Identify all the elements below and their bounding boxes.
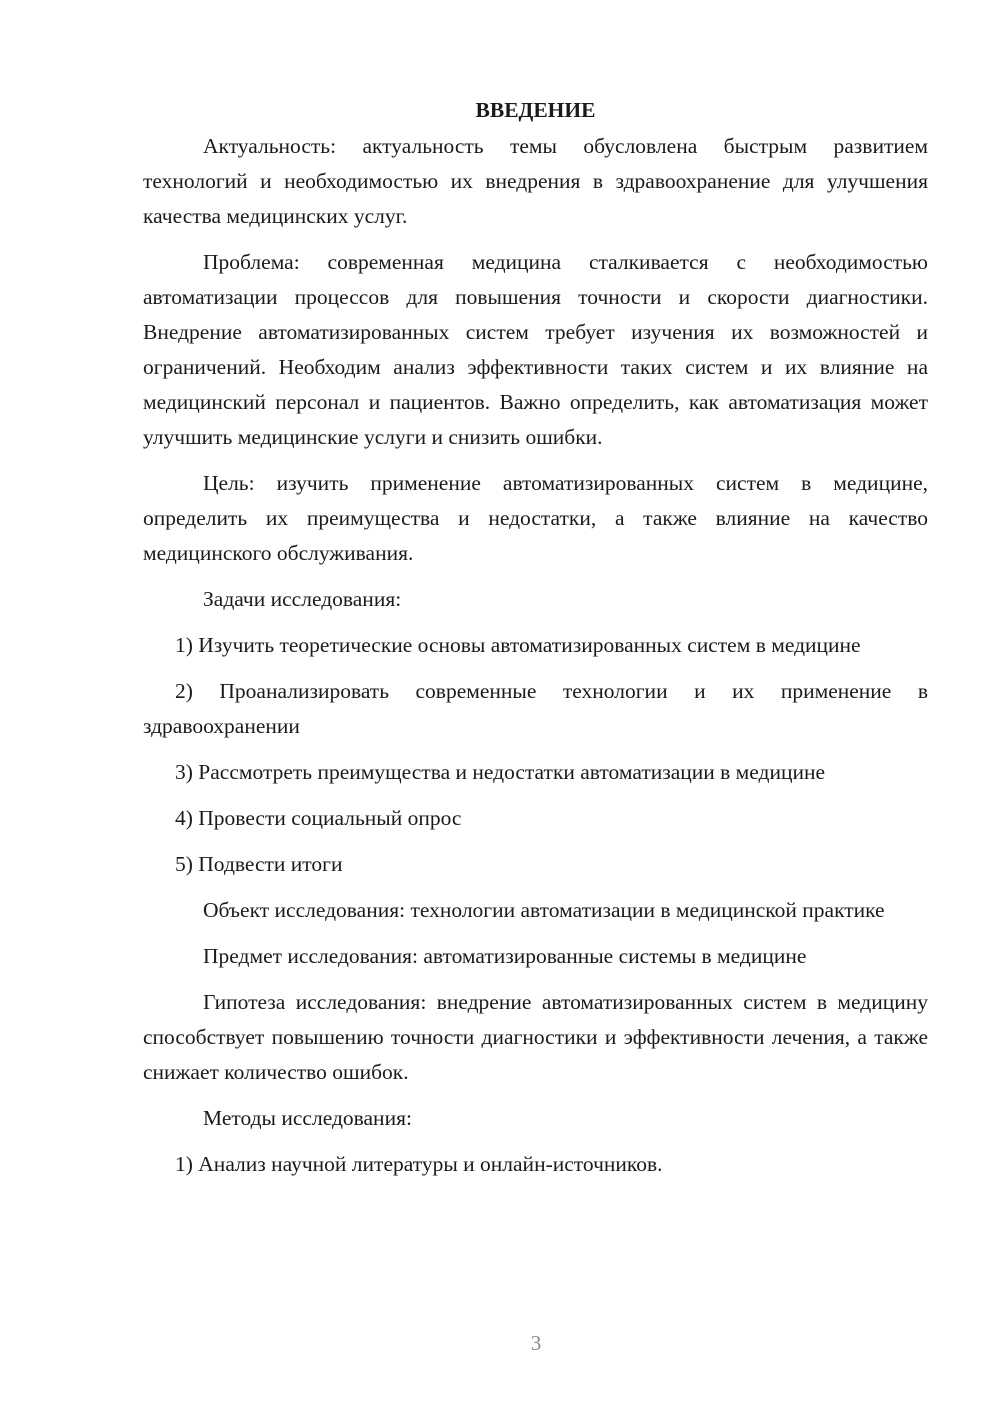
hypothesis-paragraph: Гипотеза исследования: внедрение автоматизированных систем в медицину способствует повышению точности диагностики и эффективности лечения, а также снижает количество ошибок. — [143, 990, 928, 1084]
subject-paragraph: Предмет исследования: автоматизированные системы в медицине — [203, 944, 807, 968]
document-page — [143, 92, 928, 1193]
task-item: 2) Проанализировать современные технологии и их применение в здравоохранении — [143, 679, 928, 738]
task-item: 5) Подвести итоги — [175, 852, 343, 876]
goal-paragraph: Цель: изучить применение автоматизированных систем в медицине, определить их преимущества и недостатки, а также влияние на качество медицинского обслуживания. — [143, 471, 928, 565]
object-paragraph: Объект исследования: технологии автоматизации в медицинской практике — [203, 898, 885, 922]
relevance-paragraph: Актуальность: актуальность темы обусловлена быстрым развитием технологий и необходимостью их внедрения в здравоохранение для улучшения качества медицинских услуг. — [143, 134, 928, 228]
methods-heading: Методы исследования: — [203, 1106, 412, 1130]
page-title: ВВЕДЕНИЕ — [475, 98, 596, 122]
tasks-heading: Задачи исследования: — [203, 587, 402, 611]
method-item: 1) Анализ научной литературы и онлайн-источников. — [175, 1152, 663, 1176]
task-item: 4) Провести социальный опрос — [175, 806, 462, 830]
page-number: 3 — [530, 1331, 542, 1355]
task-item: 3) Рассмотреть преимущества и недостатки автоматизации в медицине — [175, 760, 826, 784]
problem-paragraph: Проблема: современная медицина сталкивается с необходимостью автоматизации процессов для повышения точности и скорости диагностики. Внедрение автоматизированных систем требует изучения их возможностей и ограничений. Необходим анализ эффективности таких систем и их влияние на медицинский персонал и пациентов. Важно определить, как автоматизация может улучшить медицинские услуги и снизить ошибки. — [143, 250, 928, 449]
task-item: 1) Изучить теоретические основы автоматизированных систем в медицине — [175, 633, 861, 657]
